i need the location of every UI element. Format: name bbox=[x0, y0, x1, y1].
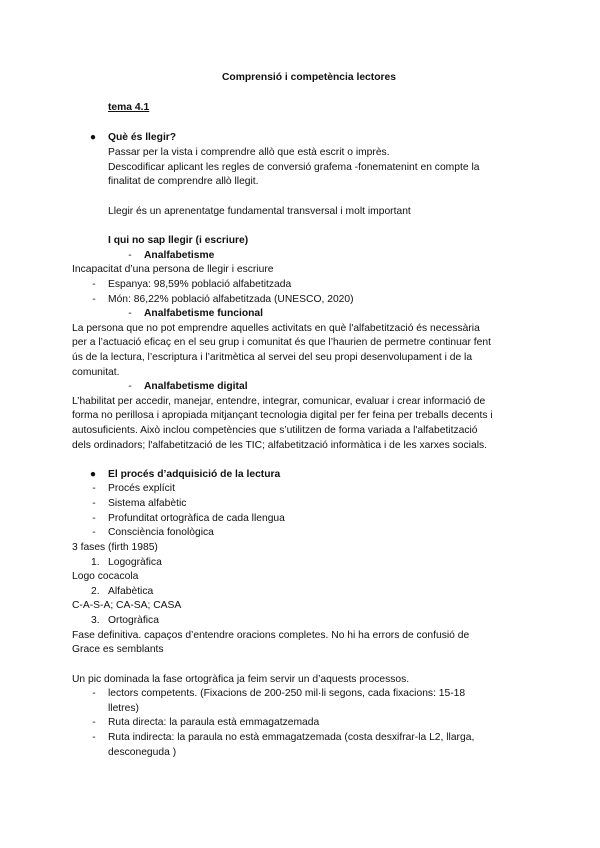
dash-marker: - bbox=[92, 513, 96, 524]
list-item: Ortogràfica bbox=[108, 615, 159, 626]
dash-marker: - bbox=[128, 308, 132, 319]
list-item: Ruta directa: la paraula està emmagatzemada bbox=[108, 717, 320, 728]
paragraph-line: Passar per la vista i comprendre allò que està escrit o imprès. bbox=[108, 147, 390, 158]
paragraph-line: per a l’actuació eficaç en el seu grup i comunitat és que l’haurien de permetre continuar fent bbox=[72, 337, 491, 348]
dash-marker: - bbox=[92, 732, 96, 743]
list-item: lectors competents. (Fixacions de 200-250 mil·li segons, cada fixacions: 15-18 bbox=[108, 688, 466, 699]
list-item-continuation: desconeguda ) bbox=[108, 747, 177, 758]
paragraph-line: L’habilitat per accedir, manejar, entendre, integrar, comunicar, evaluar i crear informació de bbox=[72, 396, 486, 407]
paragraph-line: autosuficients. Això inclou competències que s’utilitzen de forma variada a l'alfabetització bbox=[72, 425, 478, 436]
paragraph-line: La persona que no pot emprendre aquelles activitats en què l'alfabetització és necessària bbox=[72, 323, 480, 334]
paragraph-line: forma no perillosa i apropiada mitjançant tecnologia digital per fer feina per treballs decents i bbox=[72, 410, 493, 421]
section-heading: I qui no sap llegir (i escriure) bbox=[108, 235, 249, 246]
dash-marker: - bbox=[92, 294, 96, 305]
paragraph-line: Logo cocacola bbox=[72, 571, 139, 582]
list-number: 2. bbox=[91, 586, 100, 597]
list-number: 1. bbox=[91, 557, 100, 568]
paragraph-line: Grace es semblants bbox=[72, 644, 164, 655]
paragraph-line: Fase definitiva. capaços d’entendre oracions completes. No hi ha errors de confusió de bbox=[72, 630, 470, 641]
list-item: Consciència fonològica bbox=[108, 527, 214, 538]
paragraph-line: C-A-S-A; CA-SA; CASA bbox=[72, 600, 182, 611]
list-item: Profunditat ortogràfica de cada llengua bbox=[108, 513, 285, 524]
subsection-heading: Analfabetisme funcional bbox=[144, 308, 264, 319]
dash-marker: - bbox=[92, 527, 96, 538]
bullet-marker: ● bbox=[89, 469, 97, 480]
dash-marker: - bbox=[128, 250, 132, 261]
dash-marker: - bbox=[128, 381, 132, 392]
paragraph-line: ús de la lectura, l’escriptura i l’aritmètica al servei del seu propi desenvolupament i de la bbox=[72, 352, 473, 363]
paragraph-line: comunitat. bbox=[72, 367, 120, 378]
section-heading: Què és llegir? bbox=[108, 132, 177, 143]
paragraph-line: Un pic dominada la fase ortogràfica ja feim servir un d’aquests processos. bbox=[72, 674, 410, 685]
subsection-heading: Analfabetisme bbox=[144, 250, 215, 261]
bullet-marker: ● bbox=[89, 132, 97, 143]
dash-marker: - bbox=[92, 498, 96, 509]
paragraph-line: 3 fases (firth 1985) bbox=[72, 542, 158, 553]
dash-marker: - bbox=[92, 279, 96, 290]
list-item-continuation: lletres) bbox=[108, 703, 139, 714]
paragraph-line: Incapacitat d’una persona de llegir i escriure bbox=[72, 264, 274, 275]
list-item: Procés explícit bbox=[108, 483, 175, 494]
paragraph-line: dels ordinadors; l'alfabetització de les TIC; alfabetització informàtica i de les xarxes socials. bbox=[72, 440, 487, 451]
list-item: Ruta indirecta: la paraula no està emmagatzemada (costa desxifrar-la L2, llarga, bbox=[108, 732, 475, 743]
section-heading: El procés d’adquisició de la lectura bbox=[108, 469, 281, 480]
dash-marker: - bbox=[92, 483, 96, 494]
subsection-heading: Analfabetisme digital bbox=[144, 381, 248, 392]
list-number: 3. bbox=[91, 615, 100, 626]
list-item: Espanya: 98,59% població alfabetitzada bbox=[108, 279, 292, 290]
list-item: Alfabètica bbox=[108, 586, 154, 597]
dash-marker: - bbox=[92, 717, 96, 728]
list-item: Logogràfica bbox=[108, 557, 162, 568]
list-item: Sistema alfabètic bbox=[108, 498, 187, 509]
paragraph-line: finalitat de comprendre allò llegit. bbox=[108, 176, 259, 187]
list-item: Món: 86,22% població alfabetitzada (UNESCO, 2020) bbox=[108, 294, 354, 305]
dash-marker: - bbox=[92, 688, 96, 699]
paragraph-line: Descodificar aplicant les regles de conversió grafema -fonematenint en compte la bbox=[108, 162, 480, 173]
section-label: tema 4.1 bbox=[108, 102, 150, 113]
document-title: Comprensió i competència lectores bbox=[222, 72, 396, 83]
paragraph-line: Llegir és un aprenentatge fundamental transversal i molt important bbox=[108, 206, 411, 217]
